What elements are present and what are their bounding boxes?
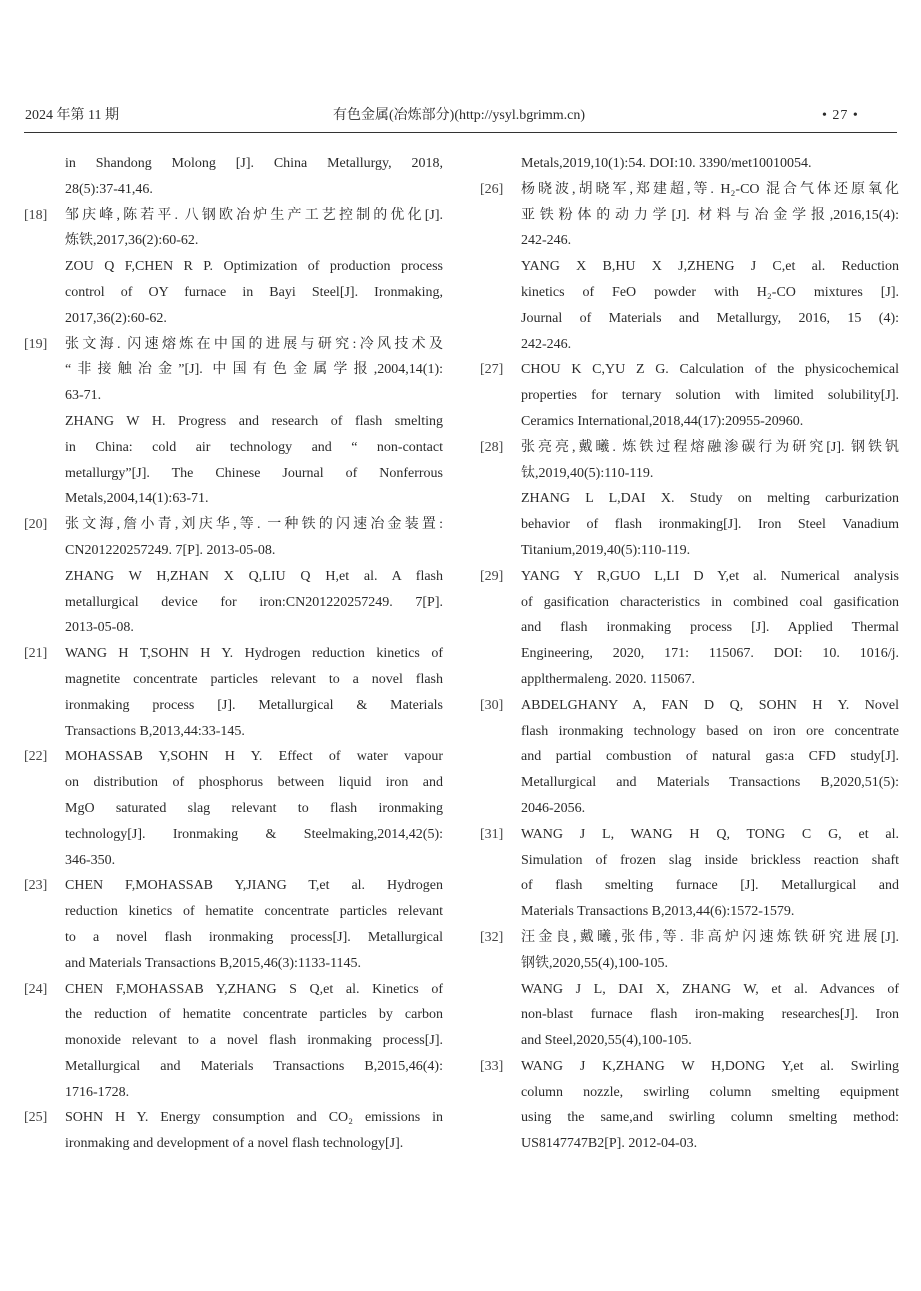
reference-line: 杨晓波,胡晓军,郑建超,等. H₂-CO 混合气体还原氧化 <box>521 181 899 197</box>
reference-line: SOHN H Y. Energy consumption and CO₂ emissions in <box>65 1110 443 1126</box>
reference-line: Materials Transactions B,2013,44(6):1572-1579. <box>521 904 795 920</box>
reference-line: and Materials Transactions B,2015,46(3):1133-1145. <box>65 955 362 971</box>
reference-number: [23] <box>24 878 48 894</box>
reference-number: [20] <box>24 517 48 533</box>
reference-line: 1716-1728. <box>65 1084 130 1100</box>
reference-line: kinetics of FeO powder with H₂-CO mixtures [J]. <box>521 284 899 300</box>
reference-line: Metals,2004,14(1):63-71. <box>65 491 209 507</box>
reference-number: [26] <box>480 181 504 197</box>
reference-line: in China: cold air technology and “ non-contact <box>65 439 443 455</box>
reference-line: Metallurgical and Materials Transactions B,2015,46(4): <box>65 1058 443 1074</box>
reference-line: of gasification characteristics in combined coal gasification <box>521 594 899 610</box>
reference-line: 炼铁,2017,36(2):60-62. <box>65 233 199 249</box>
reference-line: 张文海. 闪速熔炼在中国的进展与研究:冷风技术及 <box>65 336 443 352</box>
reference-line: behavior of flash ironmaking[J]. Iron Steel Vanadium <box>521 517 899 533</box>
reference-line: column nozzle, swirling column smelting equipment <box>521 1084 899 1100</box>
reference-entry <box>24 744 444 873</box>
reference-line: properties for ternary solution with limited solubility[J]. <box>521 388 899 404</box>
reference-line: Metallurgical and Materials Transactions B,2020,51(5): <box>521 775 899 791</box>
reference-line: 邹庆峰,陈若平. 八钢欧冶炉生产工艺控制的优化[J]. <box>65 207 443 223</box>
reference-entry <box>480 435 900 564</box>
reference-line: technology[J]. Ironmaking & Steelmaking,2014,42(5): <box>65 826 443 842</box>
reference-line: WANG J L, DAI X, ZHANG W, et al. Advances of <box>521 981 899 997</box>
reference-number: [27] <box>480 362 504 378</box>
reference-line: the reduction of hematite concentrate particles by carbon <box>65 1007 443 1023</box>
reference-line: monoxide relevant to a novel flash ironmaking process[J]. <box>65 1033 443 1049</box>
reference-number: [18] <box>24 207 48 223</box>
reference-line: 28(5):37-41,46. <box>65 181 153 197</box>
reference-line: and partial combustion of natural gas:a CFD study[J]. <box>521 749 899 765</box>
reference-line: ZHANG W H,ZHAN X Q,LIU Q H,et al. A flash <box>65 568 443 584</box>
reference-line: 2013-05-08. <box>65 620 134 636</box>
reference-number: [21] <box>24 646 48 662</box>
reference-line: metallurgy”[J]. The Chinese Journal of Nonferrous <box>65 465 443 481</box>
reference-entry <box>24 203 444 332</box>
reference-line: Engineering, 2020, 171: 115067. DOI: 10. 1016/j. <box>521 646 899 662</box>
reference-entry <box>480 177 900 358</box>
reference-entry <box>480 564 900 693</box>
reference-line: 242-246. <box>521 233 572 249</box>
reference-line: using the same,and swirling column smelting method: <box>521 1110 899 1126</box>
reference-line: Ceramics International,2018,44(17):20955-20960. <box>521 413 804 429</box>
page-number: • 27 • <box>822 108 859 123</box>
reference-line: 汪金良,戴曦,张伟,等. 非高炉闪速炼铁研究进展[J]. <box>521 929 899 945</box>
reference-number: [25] <box>24 1110 48 1126</box>
reference-line: to a novel flash ironmaking process[J]. Metallurgical <box>65 929 443 945</box>
reference-line: reduction kinetics of hematite concentrate particles relevant <box>65 904 443 920</box>
reference-line: metallurgical device for iron:CN201220257249. 7[P]. <box>65 594 443 610</box>
reference-number: [24] <box>24 981 48 997</box>
reference-number: [33] <box>480 1058 504 1074</box>
reference-entry <box>24 873 444 976</box>
reference-line: Simulation of frozen slag inside brickless reaction shaft <box>521 852 899 868</box>
reference-line: ironmaking and development of a novel flash technology[J]. <box>65 1136 404 1152</box>
reference-number: [19] <box>24 336 48 352</box>
reference-line: and flash ironmaking process [J]. Applied Thermal <box>521 620 899 636</box>
reference-number: [30] <box>480 697 504 713</box>
reference-line: Metals,2019,10(1):54. DOI:10. 3390/met10010054. <box>521 156 812 171</box>
reference-line: and Steel,2020,55(4),100-105. <box>521 1033 692 1049</box>
reference-entry <box>24 151 444 203</box>
reference-entry <box>24 1105 444 1157</box>
reference-line: 张文海,詹小青,刘庆华,等. 一种铁的闪速冶金装置: <box>65 517 443 533</box>
reference-line: 242-246. <box>521 336 572 352</box>
reference-line: ironmaking process [J]. Metallurgical & Materials <box>65 697 443 713</box>
reference-number: [29] <box>480 568 504 584</box>
reference-entry <box>480 822 900 925</box>
reference-line: US8147747B2[P]. 2012-04-03. <box>521 1136 698 1152</box>
reference-line: non-blast furnace flash iron-making researches[J]. Iron <box>521 1007 899 1023</box>
reference-entry <box>480 151 900 177</box>
reference-entry <box>24 977 444 1106</box>
reference-line: MgO saturated slag relevant to flash ironmaking <box>65 800 443 816</box>
reference-line: of flash smelting furnace [J]. Metallurgical and <box>521 878 899 894</box>
issue-label: 2024 年第 11 期 <box>25 108 119 123</box>
reference-line: in Shandong Molong [J]. China Metallurgy, 2018, <box>65 156 443 171</box>
reference-line: ZOU Q F,CHEN R P. Optimization of production process <box>65 259 443 275</box>
reference-line: MOHASSAB Y,SOHN H Y. Effect of water vapour <box>65 749 443 765</box>
reference-line: WANG J K,ZHANG W H,DONG Y,et al. Swirling <box>521 1058 899 1074</box>
header-rule <box>24 132 897 133</box>
reference-line: 张亮亮,戴曦. 炼铁过程熔融渗碳行为研究[J]. 钢铁钒 <box>521 439 899 455</box>
reference-number: [28] <box>480 439 504 455</box>
reference-line: “非接触冶金”[J]. 中国有色金属学报,2004,14(1): <box>65 362 443 378</box>
reference-entry <box>24 332 444 513</box>
references-left-column <box>24 151 444 1157</box>
reference-line: on distribution of phosphorus between liquid iron and <box>65 775 443 791</box>
reference-line: CHEN F,MOHASSAB Y,ZHANG S Q,et al. Kinetics of <box>65 981 443 997</box>
reference-entry <box>24 512 444 641</box>
reference-line: WANG H T,SOHN H Y. Hydrogen reduction kinetics of <box>65 646 443 662</box>
reference-line: applthermaleng. 2020. 115067. <box>521 671 696 687</box>
reference-line: 钛,2019,40(5):110-119. <box>521 465 654 481</box>
reference-number: [31] <box>480 826 504 842</box>
reference-entry <box>24 641 444 744</box>
reference-line: CHOU K C,YU Z G. Calculation of the physicochemical <box>521 362 899 378</box>
reference-line: flash ironmaking technology based on iron ore concentrate <box>521 723 899 739</box>
reference-line: 2017,36(2):60-62. <box>65 310 167 326</box>
reference-entry <box>480 357 900 434</box>
reference-line: magnetite concentrate particles relevant to a novel flash <box>65 671 443 687</box>
reference-line: Transactions B,2013,44:33-145. <box>65 723 245 739</box>
reference-line: ABDELGHANY A, FAN D Q, SOHN H Y. Novel <box>521 697 899 713</box>
journal-title: 有色金属(冶炼部分)(http://ysyl.bgrimm.cn) <box>333 108 585 123</box>
reference-line: CHEN F,MOHASSAB Y,JIANG T,et al. Hydrogen <box>65 878 443 894</box>
reference-line: WANG J L, WANG H Q, TONG C G, et al. <box>521 826 899 842</box>
reference-line: 钢铁,2020,55(4),100-105. <box>521 955 668 971</box>
reference-line: ZHANG W H. Progress and research of flash smelting <box>65 413 443 429</box>
reference-line: 2046-2056. <box>521 800 586 816</box>
reference-number: [32] <box>480 929 504 945</box>
reference-entry <box>480 1054 900 1157</box>
reference-line: YANG X B,HU X J,ZHENG J C,et al. Reduction <box>521 259 899 275</box>
reference-entry <box>480 693 900 822</box>
reference-line: YANG Y R,GUO L,LI D Y,et al. Numerical analysis <box>521 568 899 584</box>
reference-line: CN201220257249. 7[P]. 2013-05-08. <box>65 542 276 558</box>
reference-line: Journal of Materials and Metallurgy, 2016, 15 (4): <box>521 310 899 326</box>
reference-line: 346-350. <box>65 852 116 868</box>
reference-line: 亚铁粉体的动力学[J]. 材料与冶金学报,2016,15(4): <box>521 207 899 223</box>
reference-line: Titanium,2019,40(5):110-119. <box>521 542 691 558</box>
reference-line: control of OY furnace in Bayi Steel[J]. Ironmaking, <box>65 284 443 300</box>
reference-number: [22] <box>24 749 48 765</box>
reference-line: 63-71. <box>65 388 102 404</box>
reference-entry <box>480 925 900 1054</box>
reference-line: ZHANG L L,DAI X. Study on melting carburization <box>521 491 899 507</box>
references-right-column <box>480 151 900 1157</box>
